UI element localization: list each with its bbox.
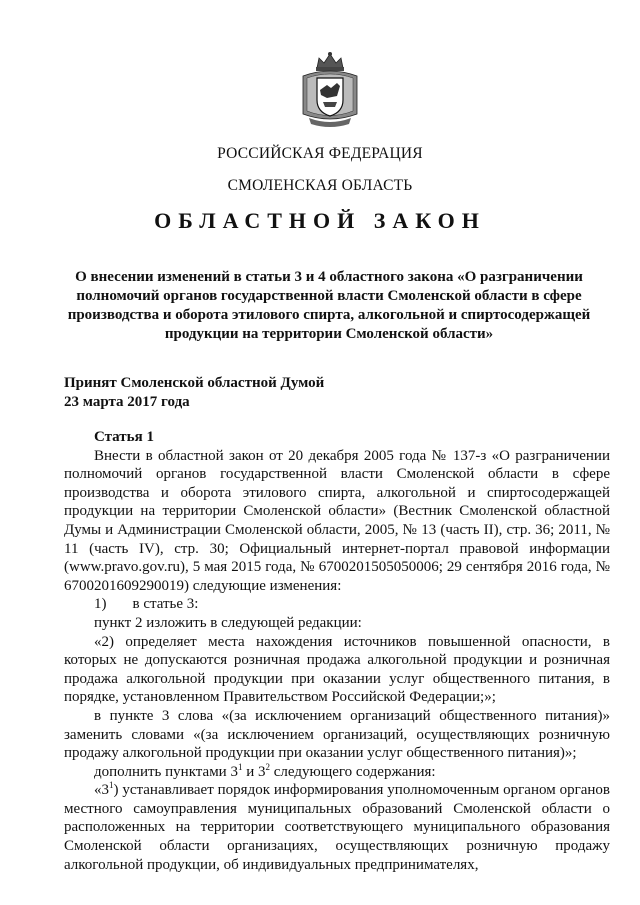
paragraph: «2) определяет места нахождения источников повышенной опасности, в которых не допускаются розничная продажа алкогольной продукции и розничная продажа алкогольной продукции при оказании услуг общественного питания, в порядке, установленном Правительством Российской Федерации;»; xyxy=(64,633,610,706)
paragraph xyxy=(64,763,610,782)
article-heading: Статья 1 xyxy=(94,429,154,445)
paragraph xyxy=(64,781,610,874)
superscript: 1 xyxy=(109,780,114,791)
article-intro: Внести в областной закон от 20 декабря 2005 года № 137-з «О разграничении полномочий органов государственной власти Смоленской области в сфере производства и оборота этилового спирта, алкогольной и спиртосодержащей продукции на территории Смоленской области» (Вестник Смоленской областной Думы и Администрации Смоленской области, 2005, № 13 (часть II), стр. 36; 2011, № 11 (часть IV), стр. 30; Официальный интернет-портал правовой информации (www.pravo.gov.ru), 5 мая 2015 года, № 6700201505050006; 29 сентября 2016 года, № 6700201609290019) следующие изменения: xyxy=(64,447,610,594)
superscript: 2 xyxy=(265,761,270,772)
region-heading: СМОЛЕНСКАЯ ОБЛАСТЬ xyxy=(227,177,413,194)
text-span: дополнить пунктами 3 xyxy=(94,763,238,780)
subtitle-line: О внесении изменений в статьи 3 и 4 областного закона «О разграничении xyxy=(75,269,583,285)
adopted-date: 23 марта 2017 года xyxy=(64,394,190,410)
paragraph: пункт 2 изложить в следующей редакции: xyxy=(94,614,362,631)
adoption-info xyxy=(64,374,324,412)
superscript: 1 xyxy=(237,761,243,772)
subtitle-line: продукции на территории Смоленской области» xyxy=(164,326,494,342)
item-number: 1) xyxy=(94,596,107,613)
subtitle-line: производства и оборота этилового спирта, алкогольной и спиртосодержащей xyxy=(67,307,591,323)
federation-heading: РОССИЙСКАЯ ФЕДЕРАЦИЯ xyxy=(217,145,423,162)
text-span: ) устанавливает порядок информирования уполномоченным органом органов местного самоуправления муниципальных образований Смоленской области о расположенных на территории соответствующего муниципального образования Смоленской области организациях, осуществляющих розничную продажу алкогольной продукции, об индивидуальных предпринимателях, xyxy=(64,782,610,873)
subtitle-line: полномочий органов государственной власти Смоленской области в сфере xyxy=(76,288,582,304)
law-title: ОБЛАСТНОЙ ЗАКОН xyxy=(154,208,486,233)
list-item xyxy=(64,595,610,614)
text-span: «3 xyxy=(94,782,109,799)
text-span: следующего содержания: xyxy=(270,763,436,780)
item-text: в статье 3: xyxy=(132,596,199,613)
article-body xyxy=(64,428,610,874)
paragraph: в пункте 3 слова «(за исключением организаций общественного питания)» заменить словами «(за исключением организаций, осуществляющих розничную продажу алкогольной продукции при оказании услуг общественного питания)»; xyxy=(64,707,610,762)
adopted-by: Принят Смоленской областной Думой xyxy=(64,375,325,391)
coat-of-arms-icon xyxy=(297,50,363,128)
text-span: и 3 xyxy=(242,763,266,780)
law-subtitle xyxy=(66,268,592,344)
